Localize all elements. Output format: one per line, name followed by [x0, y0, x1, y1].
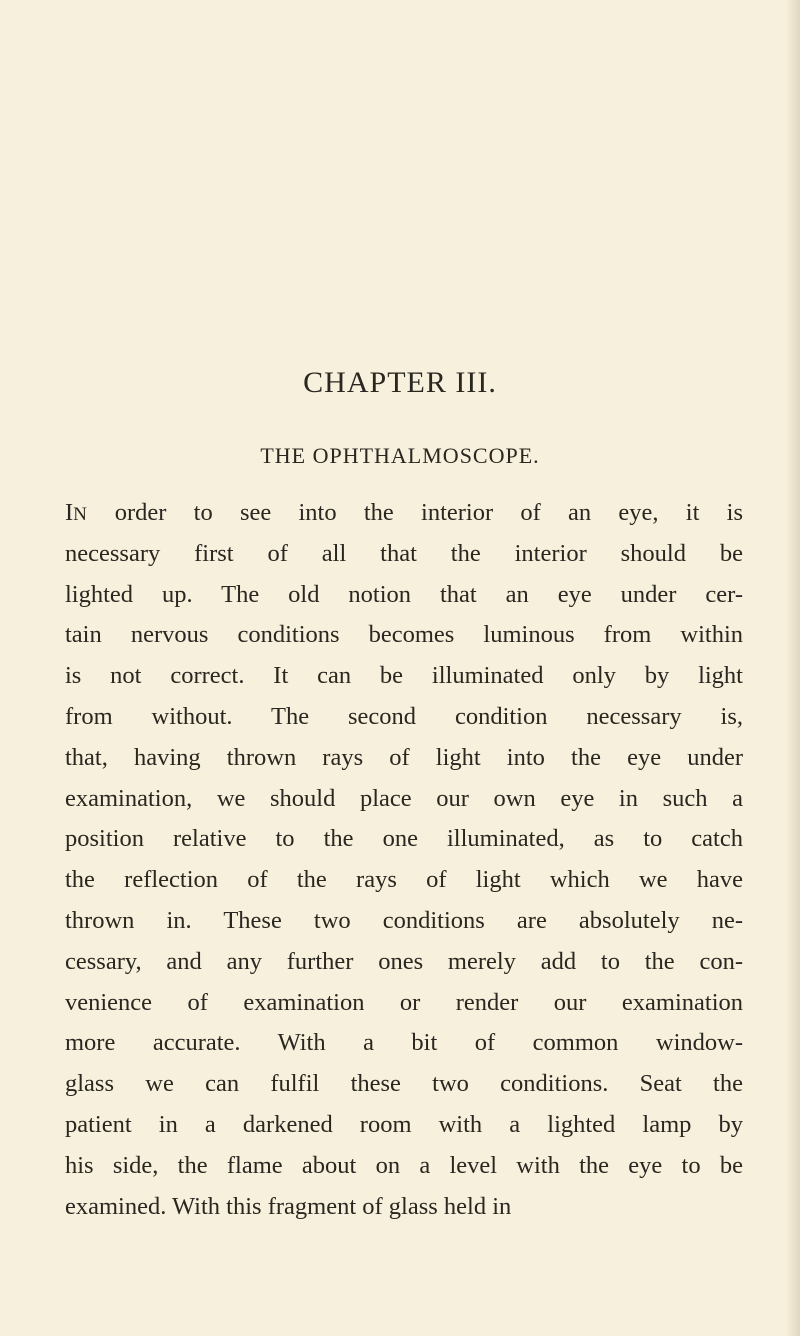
chapter-title: CHAPTER III. [303, 366, 497, 399]
drop-initial: I [65, 499, 74, 526]
text-line-10: the reflection of the rays of light which we have [65, 866, 743, 894]
text-line-9: position relative to the one illuminated, as to catch [65, 825, 743, 853]
drop-initial-rest: N [73, 504, 88, 525]
body-paragraph [65, 493, 743, 1227]
page-edge-shadow [786, 0, 800, 1336]
text-line-15: glass we can fulfil these two conditions. Seat the [65, 1070, 743, 1098]
text-line-12: cessary, and any further ones merely add to the con- [65, 947, 743, 975]
chapter-subtitle: THE OPHTHALMOSCOPE. [260, 443, 540, 468]
text-line-6: from without. The second condition necessary is, [65, 702, 743, 730]
text-line-1 [65, 493, 743, 534]
text-line-7: that, having thrown rays of light into the eye under [65, 743, 743, 771]
text-line-1-rest: order to see into the interior of an eye, it is [87, 499, 743, 526]
text-line-13: venience of examination or render our examination [65, 988, 743, 1016]
text-line-5: is not correct. It can be illuminated only by light [65, 662, 743, 690]
text-line-14: more accurate. With a bit of common window- [65, 1029, 743, 1057]
text-line-17: his side, the flame about on a level with the eye to be [65, 1151, 743, 1179]
text-line-4: tain nervous conditions becomes luminous from within [65, 621, 743, 649]
text-line-8: examination, we should place our own eye in such a [65, 784, 743, 812]
text-line-3: lighted up. The old notion that an eye under cer- [65, 580, 743, 608]
text-line-11: thrown in. These two conditions are absolutely ne- [65, 906, 743, 934]
text-line-2: necessary first of all that the interior should be [65, 539, 743, 567]
text-line-16: patient in a darkened room with a lighted lamp by [65, 1110, 743, 1138]
text-line-18: examined. With this fragment of glass held in [65, 1192, 512, 1220]
